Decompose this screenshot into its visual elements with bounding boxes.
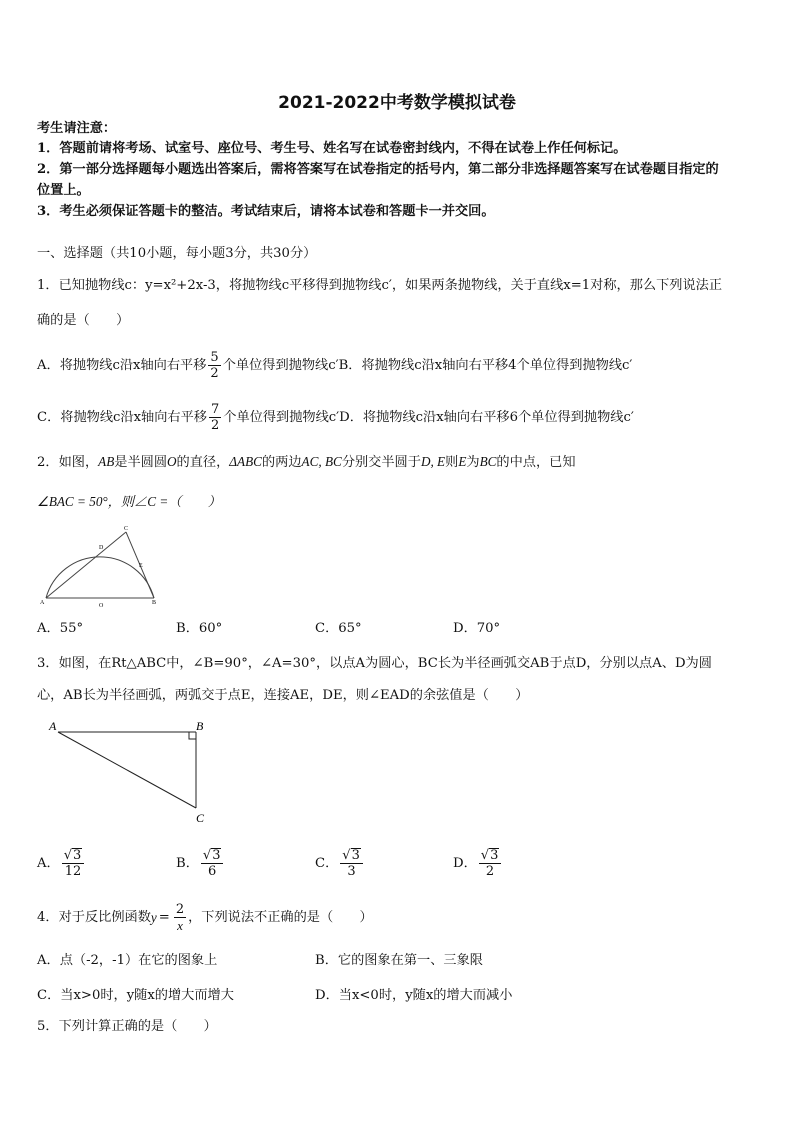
q2-text: 的两边 bbox=[261, 455, 302, 470]
q2-option-d[interactable]: D．70° bbox=[453, 621, 501, 636]
q1-option-c-fraction bbox=[209, 402, 221, 433]
q2-text: 分别交半圆于 bbox=[341, 455, 421, 470]
denominator: 3 bbox=[347, 864, 356, 879]
label-b: B bbox=[196, 719, 204, 733]
notice-item-2-cont: 位置上。 bbox=[37, 183, 90, 198]
q1-options-cd bbox=[37, 402, 634, 433]
q4-text-suffix: ，下列说法不正确的是（ ） bbox=[188, 909, 373, 925]
q1-a-numerator: 5 bbox=[210, 350, 219, 365]
q2-math-ac-bc: AC, BC bbox=[301, 454, 342, 469]
q2-math-d-e: D, E bbox=[420, 454, 446, 469]
q3-stem-line1: 3．如图，在Rt△ABC中，∠B=90°，∠A=30°，以点A为圆心，BC长为半径画弧交AB于点D，分别以点A、D为圆 bbox=[37, 656, 712, 671]
q2-text: 为 bbox=[466, 455, 480, 470]
q3-option-d-label: D． bbox=[453, 855, 477, 871]
q1-option-a-fraction bbox=[208, 350, 220, 381]
q1-a-denominator: 2 bbox=[210, 366, 219, 381]
q3-option-b-fraction bbox=[201, 848, 224, 879]
q4-option-a[interactable]: A．点（-2，-1）在它的图象上 bbox=[37, 953, 218, 968]
q3-option-d-fraction bbox=[479, 848, 502, 879]
sqrt-numerator bbox=[62, 848, 85, 864]
notice-heading: 考生请注意： bbox=[37, 121, 117, 136]
q5-stem: 5．下列计算正确的是（ ） bbox=[37, 1019, 217, 1034]
q2-math-e: E bbox=[458, 454, 467, 469]
q3-option-b-label: B． bbox=[176, 855, 199, 871]
q4-option-b[interactable]: B．它的图象在第一、三象限 bbox=[315, 953, 483, 968]
q4-option-d[interactable]: D．当x<0时，y随x的增大而减小 bbox=[315, 988, 513, 1003]
side-ac bbox=[58, 732, 196, 808]
q2-semicircle-figure bbox=[38, 522, 162, 608]
label-a: A bbox=[49, 719, 57, 733]
section-heading: 一、选择题（共10小题，每小题3分，共30分） bbox=[37, 246, 317, 261]
q3-option-c-fraction bbox=[340, 848, 363, 879]
radicand: 3 bbox=[490, 848, 499, 863]
q4-fraction bbox=[174, 902, 186, 933]
q3-option-d[interactable] bbox=[453, 848, 503, 879]
q2-math-o: O bbox=[167, 454, 177, 469]
q2-math-ab: AB bbox=[98, 454, 115, 469]
q2-stem-line1 bbox=[37, 452, 576, 473]
q4-stem bbox=[37, 902, 373, 933]
q3-option-a[interactable] bbox=[37, 848, 86, 879]
right-angle-mark bbox=[189, 732, 196, 739]
q3-right-triangle-figure bbox=[46, 716, 216, 826]
q2-text: 的中点，已知 bbox=[496, 455, 576, 470]
q1-option-a-suffix: 个单位得到抛物线c′B．将抛物线c沿x轴向右平移4个单位得到抛物线c′ bbox=[222, 357, 633, 373]
radical-sign: √ bbox=[480, 848, 490, 863]
radical-sign: √ bbox=[63, 848, 73, 863]
radical-sign: √ bbox=[342, 848, 351, 863]
sqrt-numerator bbox=[201, 848, 224, 864]
q3-option-a-label: A． bbox=[37, 855, 60, 871]
radicand: 3 bbox=[351, 848, 360, 863]
sqrt-numerator bbox=[340, 848, 363, 864]
q4-numerator: 2 bbox=[175, 902, 185, 917]
q2-text: 则 bbox=[445, 455, 459, 470]
q2-text: 2．如图， bbox=[37, 455, 99, 470]
q4-option-c[interactable]: C．当x>0时，y随x的增大而增大 bbox=[37, 988, 234, 1003]
notice-item-1: 1．答题前请将考场、试室号、座位号、考生号、姓名写在试卷密封线内，不得在试卷上作任何标记。 bbox=[37, 141, 627, 156]
q1-options-ab bbox=[37, 350, 632, 381]
label-c: C bbox=[124, 526, 129, 532]
denominator: 6 bbox=[208, 864, 217, 879]
q2-text: 是半圆圆 bbox=[114, 455, 168, 470]
q3-option-b[interactable] bbox=[176, 848, 225, 879]
q2-text: 的直径， bbox=[176, 455, 230, 470]
notice-item-2: 2．第一部分选择题每小题选出答案后，需将答案写在试卷指定的括号内，第二部分非选择题答案写在试卷题目指定的 bbox=[37, 162, 719, 177]
denominator: 12 bbox=[64, 864, 82, 879]
q2-math-triangle: ΔABC bbox=[229, 454, 262, 469]
q4-text-prefix: 4．对于反比例函数 bbox=[37, 909, 151, 925]
side-ac bbox=[46, 532, 126, 598]
q1-option-c-suffix: 个单位得到抛物线c′D．将抛物线c沿x轴向右平移6个单位得到抛物线c′ bbox=[223, 409, 634, 425]
q1-stem-line1: 1．已知抛物线c：y=x²+2x-3，将抛物线c平移得到抛物线c′，如果两条抛物线，关于直线x=1对称，那么下列说法正 bbox=[37, 278, 723, 293]
q4-math-y: y bbox=[150, 909, 157, 925]
label-d: D bbox=[99, 545, 104, 551]
denominator: 2 bbox=[485, 864, 495, 879]
q2-math-bc: BC bbox=[479, 454, 497, 469]
label-c: C bbox=[196, 811, 205, 825]
label-o: O bbox=[99, 603, 104, 608]
radicand: 3 bbox=[73, 848, 82, 863]
q3-option-a-fraction bbox=[62, 848, 85, 879]
q2-option-c[interactable]: C．65° bbox=[315, 621, 362, 636]
q2-stem-line2: ∠BAC = 50°，则∠C =（ ） bbox=[37, 494, 221, 509]
q4-denominator: x bbox=[177, 918, 183, 933]
page-title: 2021-2022中考数学模拟试卷 bbox=[278, 93, 516, 113]
sqrt-numerator bbox=[479, 848, 502, 864]
q3-stem-line2: 心，AB长为半径画弧，两弧交于点E，连接AE，DE，则∠EAD的余弦值是（ ） bbox=[37, 688, 529, 703]
label-b: B bbox=[152, 600, 157, 606]
q1-c-denominator: 2 bbox=[210, 418, 220, 433]
notice-item-3: 3．考生必须保证答题卡的整洁。考试结束后，请将本试卷和答题卡一并交回。 bbox=[37, 204, 495, 219]
label-a: A bbox=[40, 600, 45, 606]
q1-c-numerator: 7 bbox=[210, 402, 220, 417]
q4-math-equals: = bbox=[158, 909, 170, 925]
q3-option-c-label: C． bbox=[315, 855, 339, 871]
q1-option-c-prefix: C．将抛物线c沿x轴向右平移 bbox=[37, 409, 207, 425]
q2-option-b[interactable]: B．60° bbox=[176, 621, 223, 636]
radicand: 3 bbox=[212, 848, 221, 863]
label-e: E bbox=[139, 563, 143, 569]
q2-option-a[interactable]: A．55° bbox=[37, 621, 84, 636]
radical-sign: √ bbox=[202, 848, 212, 863]
q1-stem-line2: 确的是（ ） bbox=[37, 313, 130, 328]
semicircle-arc bbox=[46, 557, 154, 598]
q1-option-a-prefix: A．将抛物线c沿x轴向右平移 bbox=[37, 357, 207, 373]
q3-option-c[interactable] bbox=[315, 848, 365, 879]
